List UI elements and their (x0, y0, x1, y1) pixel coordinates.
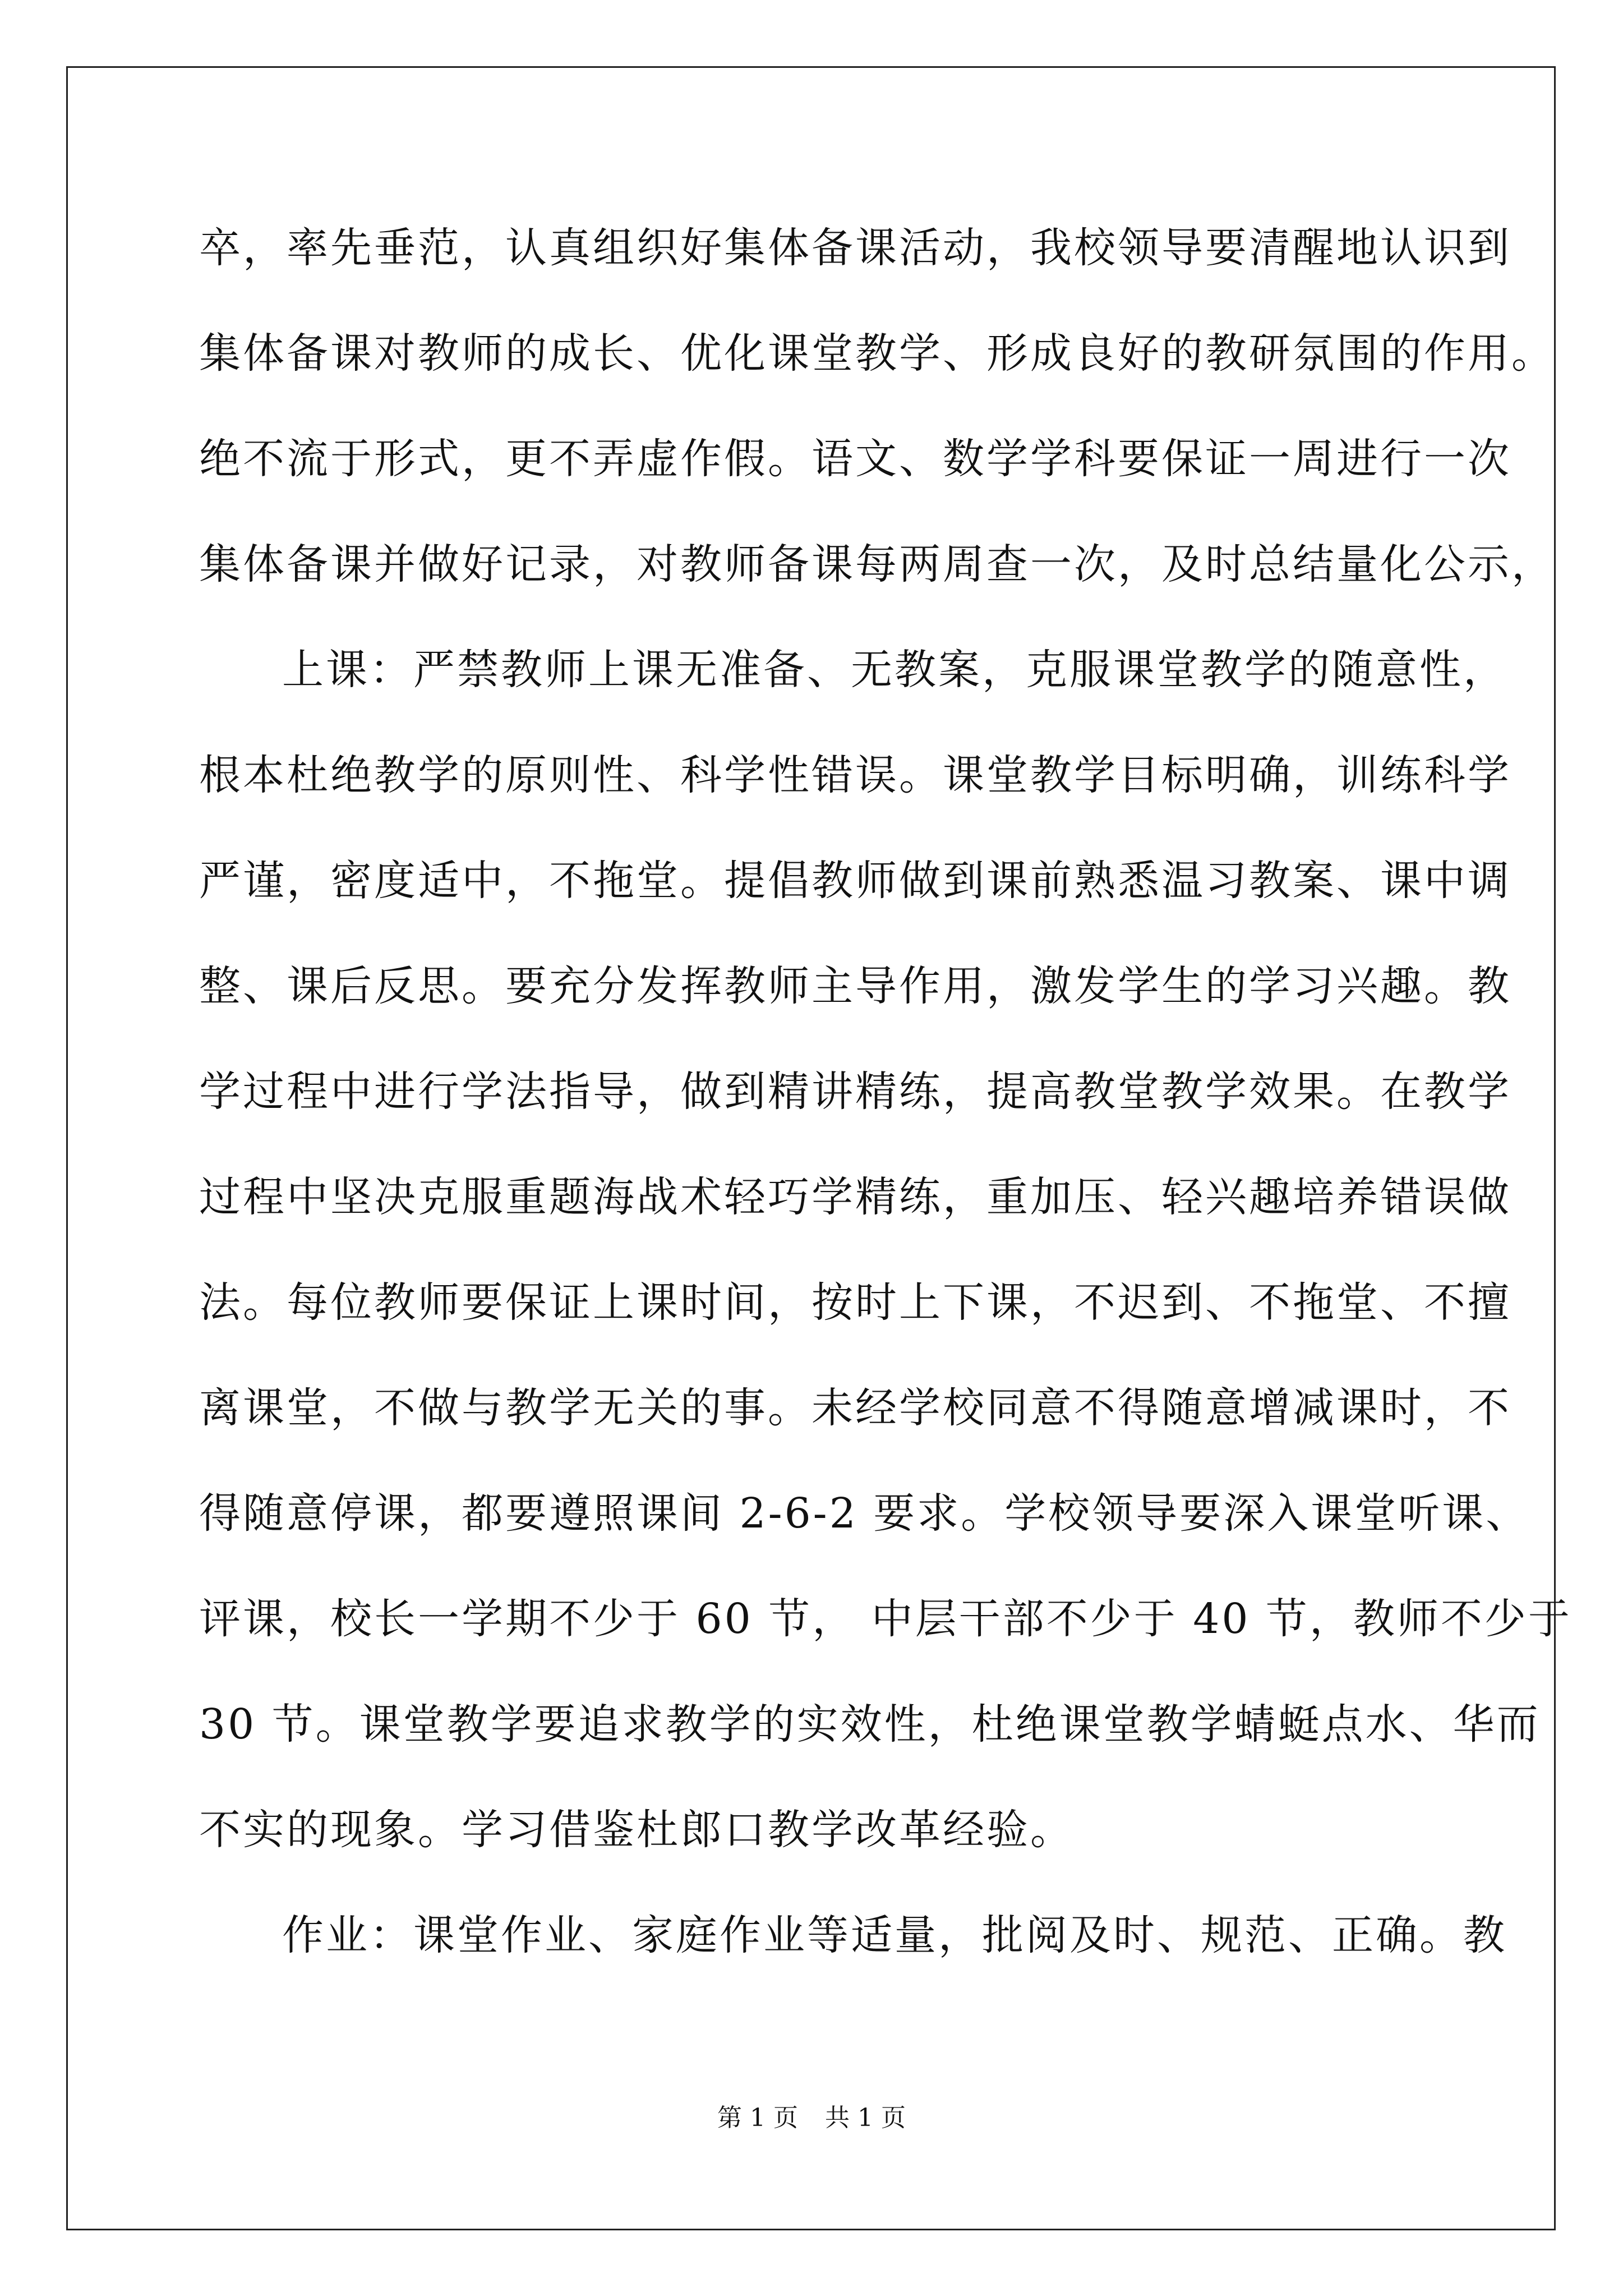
text-line: 过程中坚决克服重题海战术轻巧学精练，重加压、轻兴趣培养错误做 (199, 1173, 1511, 1221)
text-line: 集体备课并做好记录，对教师备课每两周查一次，及时总结量化公示， (199, 540, 1555, 588)
text-line: 整、课后反思。要充分发挥教师主导作用，激发学生的学习兴趣。教 (199, 962, 1511, 1010)
text-line: 不实的现象。学习借鉴杜郎口教学改革经验。 (199, 1806, 1074, 1854)
text-line: 绝不流于形式，更不弄虚作假。语文、数学学科要保证一周进行一次 (199, 435, 1511, 483)
text-line: 学过程中进行学法指导，做到精讲精练，提高教堂教学效果。在教学 (199, 1068, 1511, 1116)
page-footer (0, 2101, 1623, 2135)
document-body (199, 222, 1572, 2014)
text-line: 离课堂，不做与教学无关的事。未经学校同意不得随意增减课时，不 (199, 1384, 1511, 1432)
paragraph-first-line: 作业：课堂作业、家庭作业等适量，批阅及时、规范、正确。教 (282, 1911, 1507, 1959)
text-line: 评课，校长一学期不少于 60 节， 中层干部不少于 40 节，教师不少于 (199, 1595, 1572, 1643)
text-line: 得随意停课，都要遵照课间 2-6-2 要求。学校领导要深入课堂听课、 (199, 1489, 1530, 1538)
page-total: 共 1 页 (825, 2104, 906, 2132)
text-line: 法。每位教师要保证上课时间，按时上下课，不迟到、不拖堂、不擅 (199, 1278, 1511, 1327)
text-line: 根本杜绝教学的原则性、科学性错误。课堂教学目标明确，训练科学 (199, 751, 1511, 799)
text-line: 卒，率先垂范，认真组织好集体备课活动，我校领导要清醒地认识到 (199, 224, 1511, 272)
text-line: 30 节。课堂教学要追求教学的实效性，杜绝课堂教学蜻蜓点水、华而 (199, 1700, 1541, 1749)
paragraph-first-line: 上课：严禁教师上课无准备、无教案，克服课堂教学的随意性， (282, 646, 1507, 694)
text-line: 严谨，密度适中，不拖堂。提倡教师做到课前熟悉温习教案、课中调 (199, 857, 1511, 905)
text-line: 集体备课对教师的成长、优化课堂教学、形成良好的教研氛围的作用。 (199, 329, 1555, 378)
page-number: 第 1 页 (717, 2104, 798, 2132)
